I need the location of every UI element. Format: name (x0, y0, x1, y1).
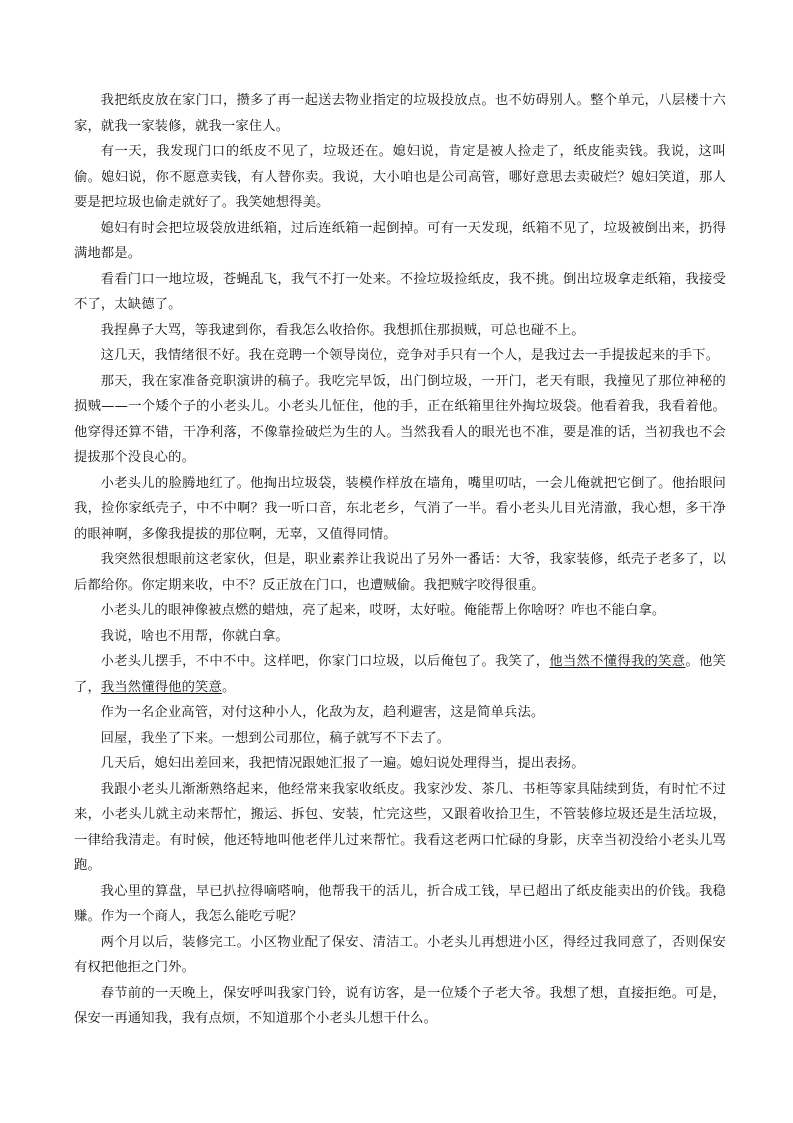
paragraph (74, 318, 726, 344)
paragraph-text: 有一天，我发现门口的纸皮不见了，垃圾还在。媳妇说，肯定是被人捡走了，纸皮能卖钱。我说，这叫偷。媳妇说，你不愿意卖钱，有人替你卖。我说，大小咱也是公司高管，哪好意思去卖破烂？媳妇笑道，那人要是把垃圾也偷走就好了。我笑她想得美。 (74, 144, 726, 210)
paragraph-text: 春节前的一天晚上，保安呼叫我家门铃，说有访客，是一位矮个子老大爷。我想了想，直接拒绝。可是，保安一再通知我，我有点烦，不知道那个小老头儿想干什么。 (74, 985, 726, 1026)
paragraph (74, 726, 726, 752)
paragraph-text: 几天后，媳妇出差回来，我把情况跟她汇报了一遍。媳妇说处理得当，提出表扬。 (100, 756, 585, 771)
paragraph (74, 343, 726, 369)
paragraph-text: 。他笑了， (74, 654, 727, 695)
paragraph (74, 267, 726, 318)
paragraph-text: 那天，我在家准备竞职演讲的稿子。我吃完早饭，出门倒垃圾，一开门，老天有眼，我撞见了那位神秘的损贼——一个矮个子的小老头儿。小老头儿怔住，他的手，正在纸箱里往外掏垃圾袋。他看着我，我看着他。他穿得还算不错，干净利落，不像靠捡破烂为生的人。当然我看人的眼光也不准，要是准的话，当初我也不会提拔那个没良心的。 (74, 373, 726, 465)
paragraph (74, 649, 726, 700)
paragraph-text: 媳妇有时会把垃圾袋放进纸箱，过后连纸箱一起倒掉。可有一天发现，纸箱不见了，垃圾被倒出来，扔得满地都是。 (74, 220, 726, 261)
paragraph (74, 216, 726, 267)
paragraph-text: 我说，啥也不用帮，你就白拿。 (100, 628, 289, 644)
paragraph-text: 小老头儿摆手，不中不中。这样吧，你家门口垃圾，以后俺包了。我笑了， (100, 654, 550, 669)
paragraph-text: 我捏鼻子大骂，等我逮到你，看我怎么收拾你。我想抓住那损贼，可总也碰不上。 (100, 322, 585, 338)
paragraph (74, 751, 726, 777)
paragraph-text: 小老头儿的眼神像被点燃的蜡烛，亮了起来，哎呀，太好啦。俺能帮上你啥呀？咋也不能白拿。 (100, 603, 666, 618)
paragraph-text: 。 (221, 679, 236, 695)
paragraph-text: 小老头儿的脸腾地红了。他掏出垃圾袋，装模作样放在墙角，嘴里叨咕，一会儿俺就把它倒了。他抬眼问我，捡你家纸壳子，中不中啊？我一听口音，东北老乡，气消了一半。看小老头儿目光清澈，我心想，多干净的眼神啊，多像我提拔的那位啊，无辜，又值得同情。 (74, 475, 726, 542)
paragraph-text: 两个月以后，装修完工。小区物业配了保安、清洁工。小老头儿再想进小区，得经过我同意了，否则保安有权把他拒之门外。 (74, 934, 726, 975)
paragraph-text: 回屋，我坐了下来。一想到公司那位，稿子就写不下去了。 (100, 730, 451, 746)
underlined-phrase: 我当然懂得他的笑意 (100, 679, 222, 695)
paragraph (74, 700, 726, 726)
paragraph (74, 471, 726, 548)
paragraph-text: 我跟小老头儿渐渐熟络起来，他经常来我家收纸皮。我家沙发、茶几、书柜等家具陆续到货，有时忙不过来，小老头儿就主动来帮忙，搬运、拆包、安装，忙完这些，又跟着收拾卫生，不管装修垃圾还是生活垃圾，一律给我清走。有时候，他还特地叫他老伴儿过来帮忙。我看这老两口忙碌的身影，庆幸当初没给小老头儿骂跑。 (74, 781, 726, 873)
paragraph-text: 我突然很想眼前这老家伙，但是，职业素养让我说出了另外一番话：大爷，我家装修，纸壳子老多了，以后都给你。你定期来收，中不？反正放在门口，也遭贼偷。我把贼字咬得很重。 (74, 552, 726, 593)
paragraph-text: 我心里的算盘，早已扒拉得嘀嗒响，他帮我干的活儿，折合成工钱，早已超出了纸皮能卖出的价钱。我稳赚。作为一个商人，我怎么能吃亏呢？ (74, 883, 726, 924)
paragraph-text: 这几天，我情绪很不好。我在竞聘一个领导岗位，竞争对手只有一个人，是我过去一手提拔起来的手下。 (100, 348, 720, 363)
paragraph-text: 看看门口一地垃圾，苍蝇乱飞，我气不打一处来。不捡垃圾捡纸皮，我不挑。倒出垃圾拿走纸箱，我接受不了，太缺德了。 (74, 271, 726, 312)
paragraph (74, 598, 726, 624)
paragraph (74, 624, 726, 650)
paragraph (74, 930, 726, 981)
paragraph (74, 777, 726, 879)
paragraph (74, 981, 726, 1032)
document-body (74, 88, 726, 1032)
paragraph (74, 139, 726, 216)
paragraph (74, 88, 726, 139)
paragraph-text: 我把纸皮放在家门口，攒多了再一起送去物业指定的垃圾投放点。也不妨碍别人。整个单元，八层楼十六家，就我一家装修，就我一家住人。 (74, 93, 726, 134)
paragraph-text: 作为一名企业高管，对付这种小人，化敌为友，趋利避害，这是简单兵法。 (100, 705, 545, 720)
paragraph (74, 369, 726, 471)
paragraph (74, 547, 726, 598)
underlined-phrase: 他当然不懂得我的笑意 (549, 654, 686, 669)
paragraph (74, 879, 726, 930)
